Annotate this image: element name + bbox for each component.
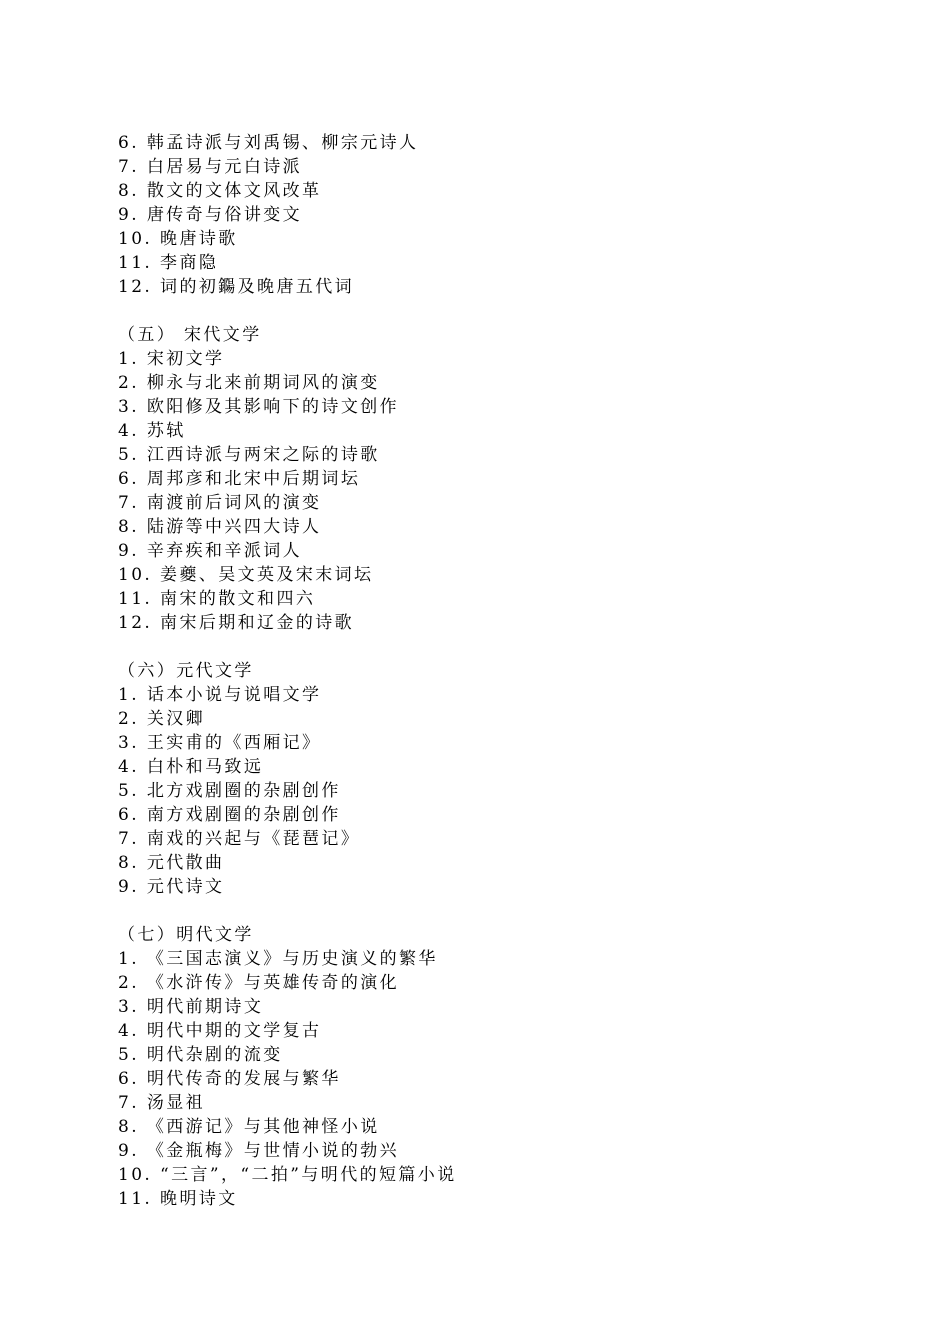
section-spacer bbox=[118, 635, 918, 659]
list-item: 2. 关汉卿 bbox=[118, 709, 206, 729]
list-item: 12. 词的初鐊及晚唐五代词 bbox=[118, 277, 355, 297]
list-item: 4. 明代中期的文学复古 bbox=[118, 1021, 322, 1041]
list-item: 3. 欧阳修及其影响下的诗文创作 bbox=[118, 397, 400, 417]
list-item: 11. 晚明诗文 bbox=[118, 1189, 238, 1209]
section-tang-continued bbox=[118, 131, 918, 299]
list-item: 9. 辛弃疾和辛派词人 bbox=[118, 541, 303, 561]
section-heading: （七）明代文学 bbox=[118, 925, 254, 945]
list-item: 8. 元代散曲 bbox=[118, 853, 225, 873]
list-item: 10. 姜夔、吴文英及宋末词坛 bbox=[118, 565, 374, 585]
list-item: 2. 《水浒传》与英雄传奇的演化 bbox=[118, 973, 400, 993]
list-item: 5. 江西诗派与两宋之际的诗歌 bbox=[118, 445, 380, 465]
list-item: 6. 韩孟诗派与刘禹锡、柳宗元诗人 bbox=[118, 133, 419, 153]
list-item: 1. 话本小说与说唱文学 bbox=[118, 685, 322, 705]
list-item: 7. 汤显祖 bbox=[118, 1093, 206, 1113]
section-yuan bbox=[118, 659, 918, 899]
list-item: 6. 南方戏剧圈的杂剧创作 bbox=[118, 805, 341, 825]
list-item: 5. 明代杂剧的流变 bbox=[118, 1045, 283, 1065]
list-item: 1. 宋初文学 bbox=[118, 349, 225, 369]
list-item: 9. 元代诗文 bbox=[118, 877, 225, 897]
list-item: 3. 王实甫的《西厢记》 bbox=[118, 733, 322, 753]
list-item: 5. 北方戏剧圈的杂剧创作 bbox=[118, 781, 341, 801]
list-item: 10. 晚唐诗歌 bbox=[118, 229, 238, 249]
list-item: 4. 苏轼 bbox=[118, 421, 186, 441]
list-item: 7. 南渡前后词风的演变 bbox=[118, 493, 322, 513]
list-item: 8. 《西游记》与其他神怪小说 bbox=[118, 1117, 380, 1137]
document-page bbox=[118, 131, 918, 1211]
list-item: 1. 《三国志演义》与历史演义的繁华 bbox=[118, 949, 438, 969]
list-item: 12. 南宋后期和辽金的诗歌 bbox=[118, 613, 355, 633]
section-spacer bbox=[118, 899, 918, 923]
list-item: 9. 《金瓶梅》与世情小说的勃兴 bbox=[118, 1141, 400, 1161]
list-item: 2. 柳永与北来前期词风的演变 bbox=[118, 373, 380, 393]
list-item: 11. 李商隐 bbox=[118, 253, 219, 273]
section-ming bbox=[118, 923, 918, 1211]
list-item: 3. 明代前期诗文 bbox=[118, 997, 264, 1017]
list-item: 9. 唐传奇与俗讲变文 bbox=[118, 205, 303, 225]
list-item: 8. 散文的文体文风改革 bbox=[118, 181, 322, 201]
list-item: 7. 南戏的兴起与《琵琶记》 bbox=[118, 829, 361, 849]
list-item: 6. 明代传奇的发展与繁华 bbox=[118, 1069, 341, 1089]
list-item: 11. 南宋的散文和四六 bbox=[118, 589, 316, 609]
section-heading: （六）元代文学 bbox=[118, 661, 254, 681]
list-item: 4. 白朴和马致远 bbox=[118, 757, 264, 777]
section-spacer bbox=[118, 299, 918, 323]
section-song bbox=[118, 323, 918, 635]
list-item: 7. 白居易与元白诗派 bbox=[118, 157, 303, 177]
list-item: 6. 周邦彦和北宋中后期词坛 bbox=[118, 469, 361, 489]
list-item: 8. 陆游等中兴四大诗人 bbox=[118, 517, 322, 537]
section-heading: （五） 宋代文学 bbox=[118, 325, 262, 345]
list-item: 10. “三言”，“二拍”与明代的短篇小说 bbox=[118, 1165, 457, 1185]
